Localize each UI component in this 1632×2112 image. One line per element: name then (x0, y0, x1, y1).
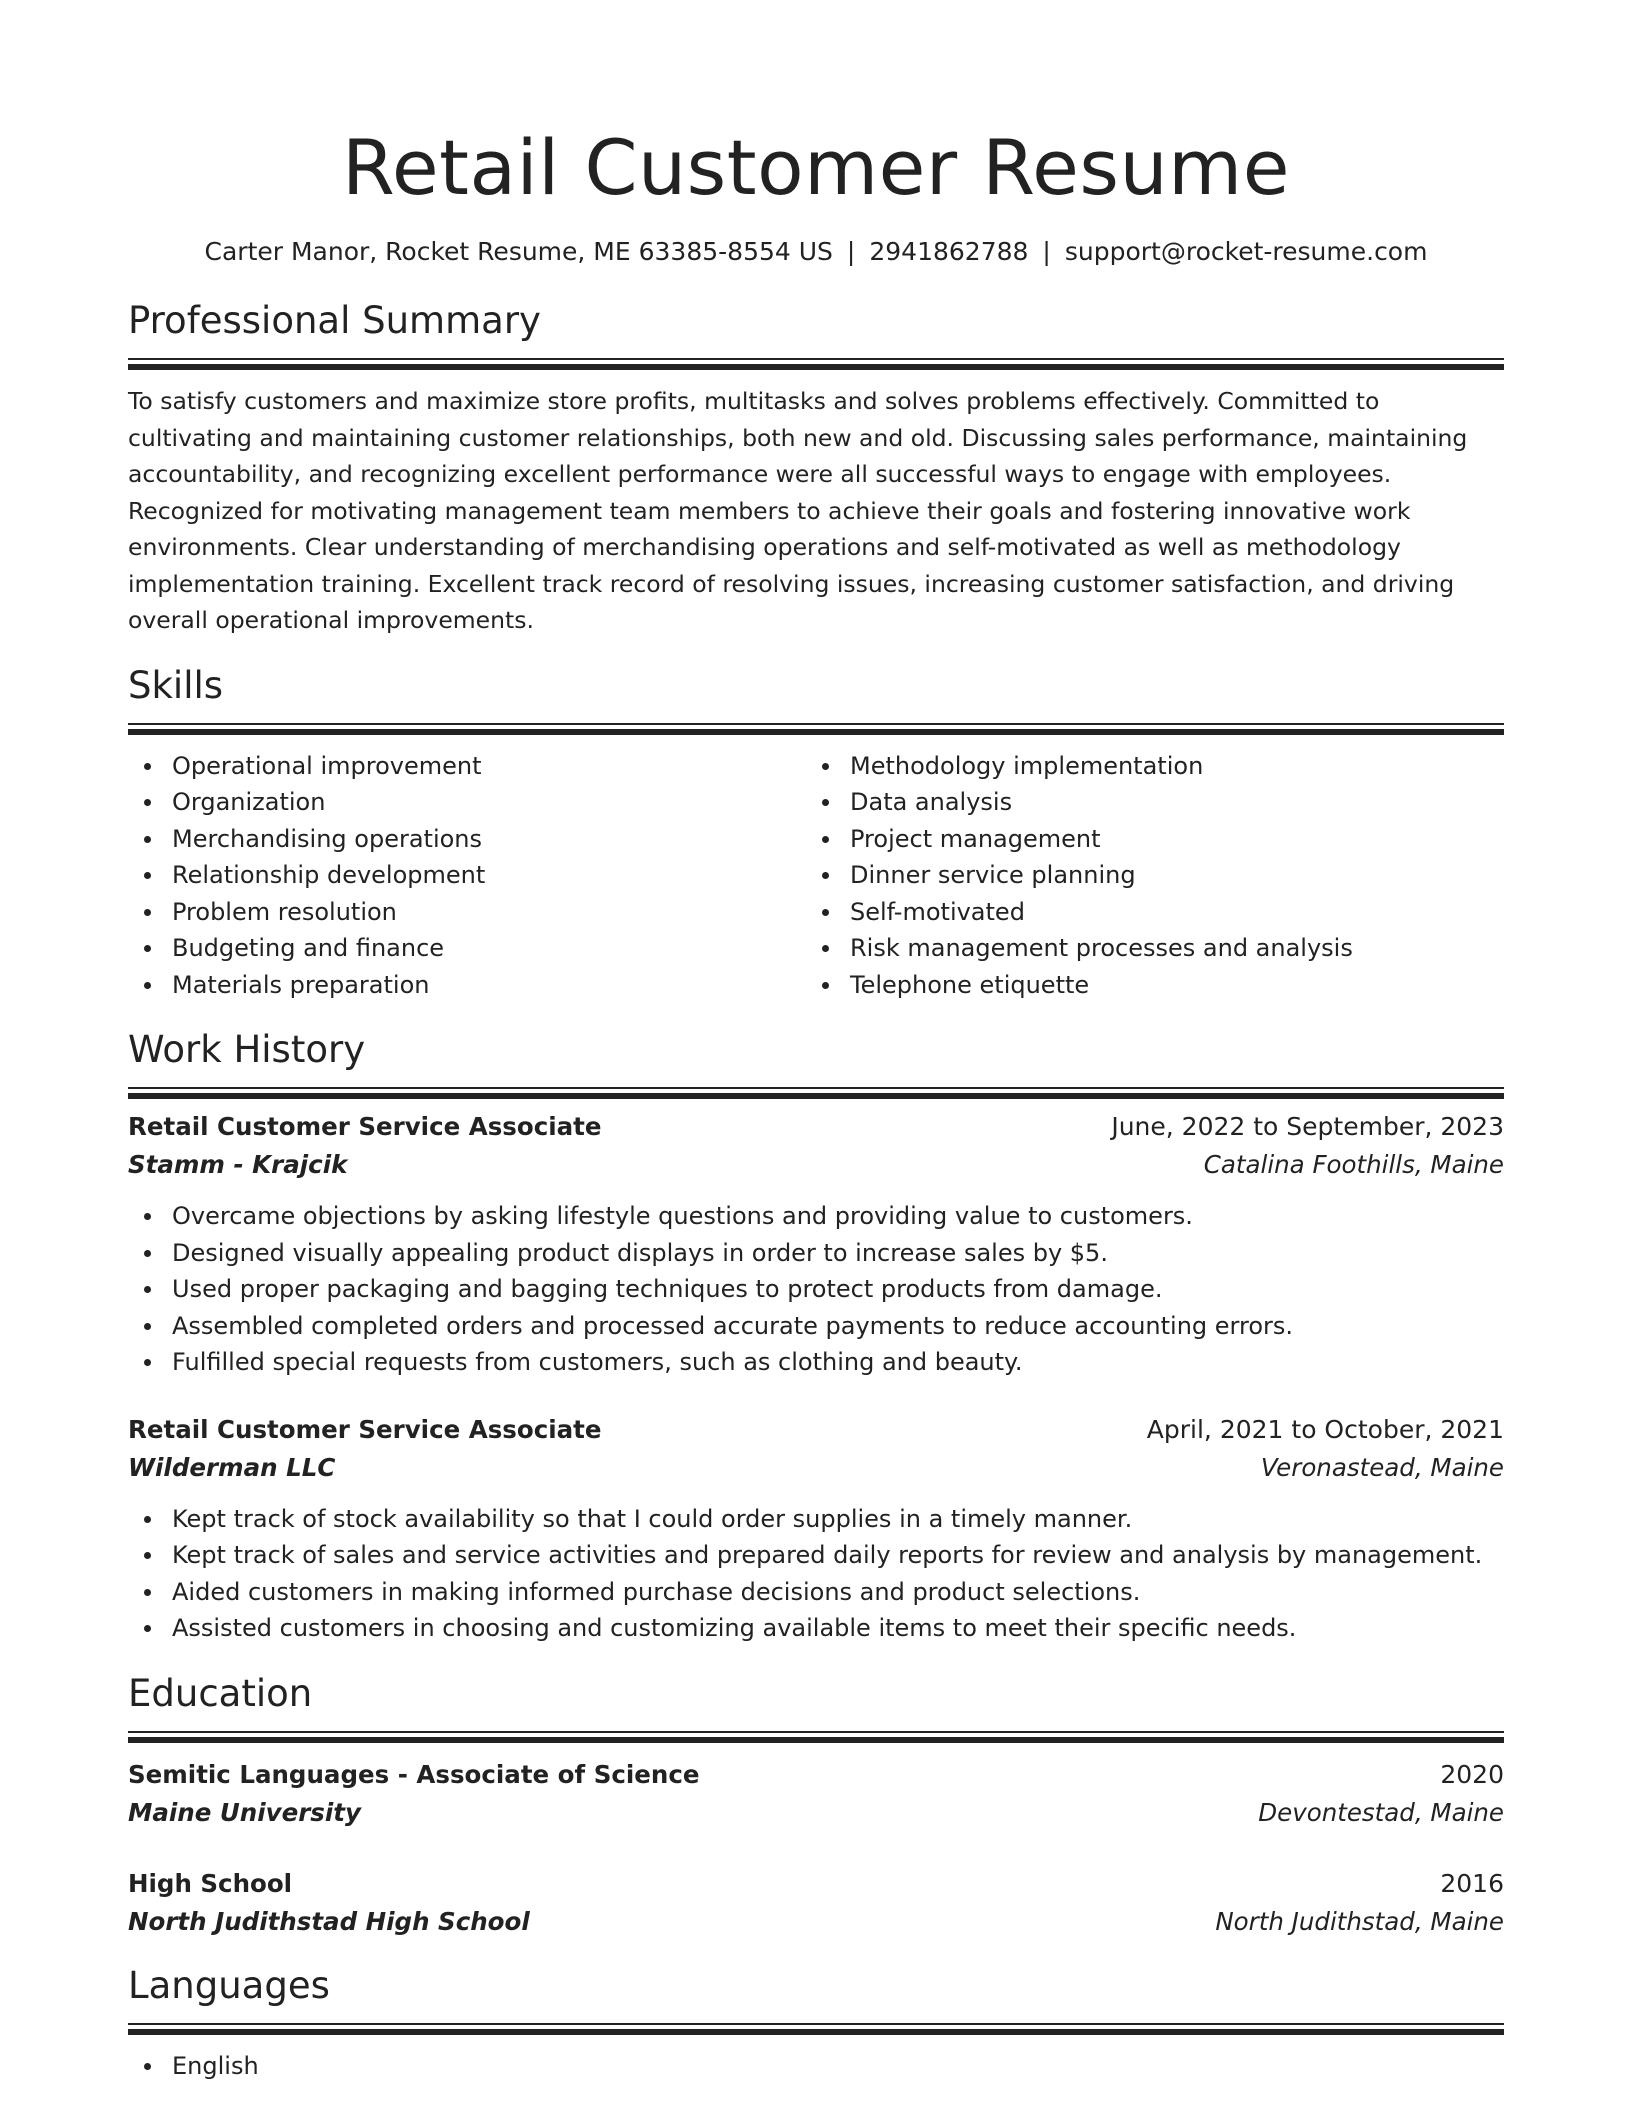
education-school-row (128, 1903, 1504, 1941)
job-bullet: Used proper packaging and bagging techniques to protect products from damage. (128, 1271, 1504, 1308)
languages-section (128, 1963, 1504, 2085)
section-divider (128, 2023, 1504, 2034)
job-bullet: Kept track of stock availability so that I could order supplies in a timely manner. (128, 1501, 1504, 1538)
skills-section (128, 663, 1504, 1004)
skills-column-right (806, 748, 1484, 1004)
job-entry (128, 1411, 1504, 1647)
section-divider (128, 358, 1504, 369)
job-bullet: Assembled completed orders and processed accurate payments to reduce accounting errors. (128, 1308, 1504, 1345)
skill-item: Budgeting and finance (128, 930, 806, 967)
education-entry (128, 1865, 1504, 1941)
skill-item: Self-motivated (806, 894, 1484, 931)
languages-list (128, 2048, 1504, 2085)
resume-name: Retail Customer Resume (342, 123, 1290, 212)
job-dates: April, 2021 to October, 2021 (1146, 1414, 1504, 1444)
section-divider (128, 1731, 1504, 1742)
education-year: 2020 (1440, 1759, 1504, 1789)
education-location: Devontestad, Maine (1258, 1797, 1504, 1827)
skills-columns (128, 748, 1504, 1004)
skill-item: Telephone etiquette (806, 967, 1484, 1004)
education-header-row (128, 1756, 1504, 1794)
skills-column-left (128, 748, 806, 1004)
skill-item: Data analysis (806, 784, 1484, 821)
section-title: Education (128, 1671, 313, 1715)
contact-phone: 2941862788 (869, 237, 1029, 266)
section-divider (128, 1087, 1504, 1098)
section-title: Professional Summary (128, 299, 541, 342)
job-company-row (128, 1146, 1504, 1184)
work-section (128, 1027, 1504, 1647)
job-bullet: Assisted customers in choosing and customizing available items to meet their specific needs. (128, 1610, 1504, 1647)
job-location: Catalina Foothills, Maine (1203, 1150, 1504, 1179)
job-company: Stamm - Krajcik (128, 1150, 348, 1179)
job-header-row (128, 1411, 1504, 1449)
job-dates: June, 2022 to September, 2023 (1111, 1112, 1504, 1141)
education-header-row (128, 1865, 1504, 1903)
job-bullet: Designed visually appealing product displays in order to increase sales by $5. (128, 1235, 1504, 1272)
job-entry (128, 1108, 1504, 1381)
contact-address: Carter Manor, Rocket Resume, ME 63385-8554 US (204, 237, 833, 266)
skill-item: Organization (128, 784, 806, 821)
education-school: North Judithstad High School (128, 1906, 530, 1936)
job-company-row (128, 1449, 1504, 1487)
job-bullets (128, 1501, 1504, 1647)
education-year: 2016 (1440, 1868, 1504, 1898)
job-bullet: Kept track of sales and service activities and prepared daily reports for review and analysis by management. (128, 1537, 1504, 1574)
section-divider (128, 723, 1504, 734)
skill-item: Problem resolution (128, 894, 806, 931)
contact-separator: | (1042, 237, 1051, 266)
education-degree: Semitic Languages - Associate of Science (128, 1759, 700, 1789)
skill-item: Materials preparation (128, 967, 806, 1004)
education-location: North Judithstad, Maine (1215, 1906, 1504, 1936)
education-entry (128, 1756, 1504, 1832)
job-header-row (128, 1108, 1504, 1146)
skill-item: Risk management processes and analysis (806, 930, 1484, 967)
contact-line (128, 236, 1504, 268)
job-location: Veronastead, Maine (1260, 1452, 1504, 1482)
section-title: Languages (128, 1963, 330, 2007)
resume-page (128, 0, 1504, 2084)
skill-item: Merchandising operations (128, 821, 806, 858)
skill-item: Relationship development (128, 857, 806, 894)
skill-item: Methodology implementation (806, 748, 1484, 785)
education-degree: High School (128, 1868, 293, 1898)
education-section (128, 1671, 1504, 1941)
summary-section (128, 298, 1504, 639)
skill-item: Operational improvement (128, 748, 806, 785)
education-school-row (128, 1794, 1504, 1832)
section-title: Skills (128, 663, 224, 707)
job-bullet: Fulfilled special requests from customers, such as clothing and beauty. (128, 1344, 1504, 1381)
job-title: Retail Customer Service Associate (128, 1112, 602, 1141)
job-bullets (128, 1198, 1504, 1381)
language-item: English (128, 2048, 1504, 2085)
summary-text: To satisfy customers and maximize store profits, multitasks and solves problems effectively. Committed to cultivating and maintaining customer relationships, both new and old. Discussing sales performance, maintaining accountability, and recognizing excellent performance were all successful ways to engage with employees. Recognized for motivating management team members to achieve their goals and fostering innovative work environments. Clear understanding of merchandising operations and self-motivated as well as methodology implementation training. Excellent track record of resolving issues, increasing customer satisfaction, and driving overall operational improvements. (128, 387, 1468, 634)
job-bullet: Aided customers in making informed purchase decisions and product selections. (128, 1574, 1504, 1611)
contact-email: support@rocket-resume.com (1064, 237, 1428, 266)
contact-separator: | (846, 237, 856, 266)
skill-item: Dinner service planning (806, 857, 1484, 894)
job-company: Wilderman LLC (128, 1452, 336, 1482)
job-bullet: Overcame objections by asking lifestyle questions and providing value to customers. (128, 1198, 1504, 1235)
education-school: Maine University (128, 1797, 361, 1827)
job-title: Retail Customer Service Associate (128, 1414, 602, 1444)
section-title: Work History (128, 1028, 366, 1071)
skill-item: Project management (806, 821, 1484, 858)
